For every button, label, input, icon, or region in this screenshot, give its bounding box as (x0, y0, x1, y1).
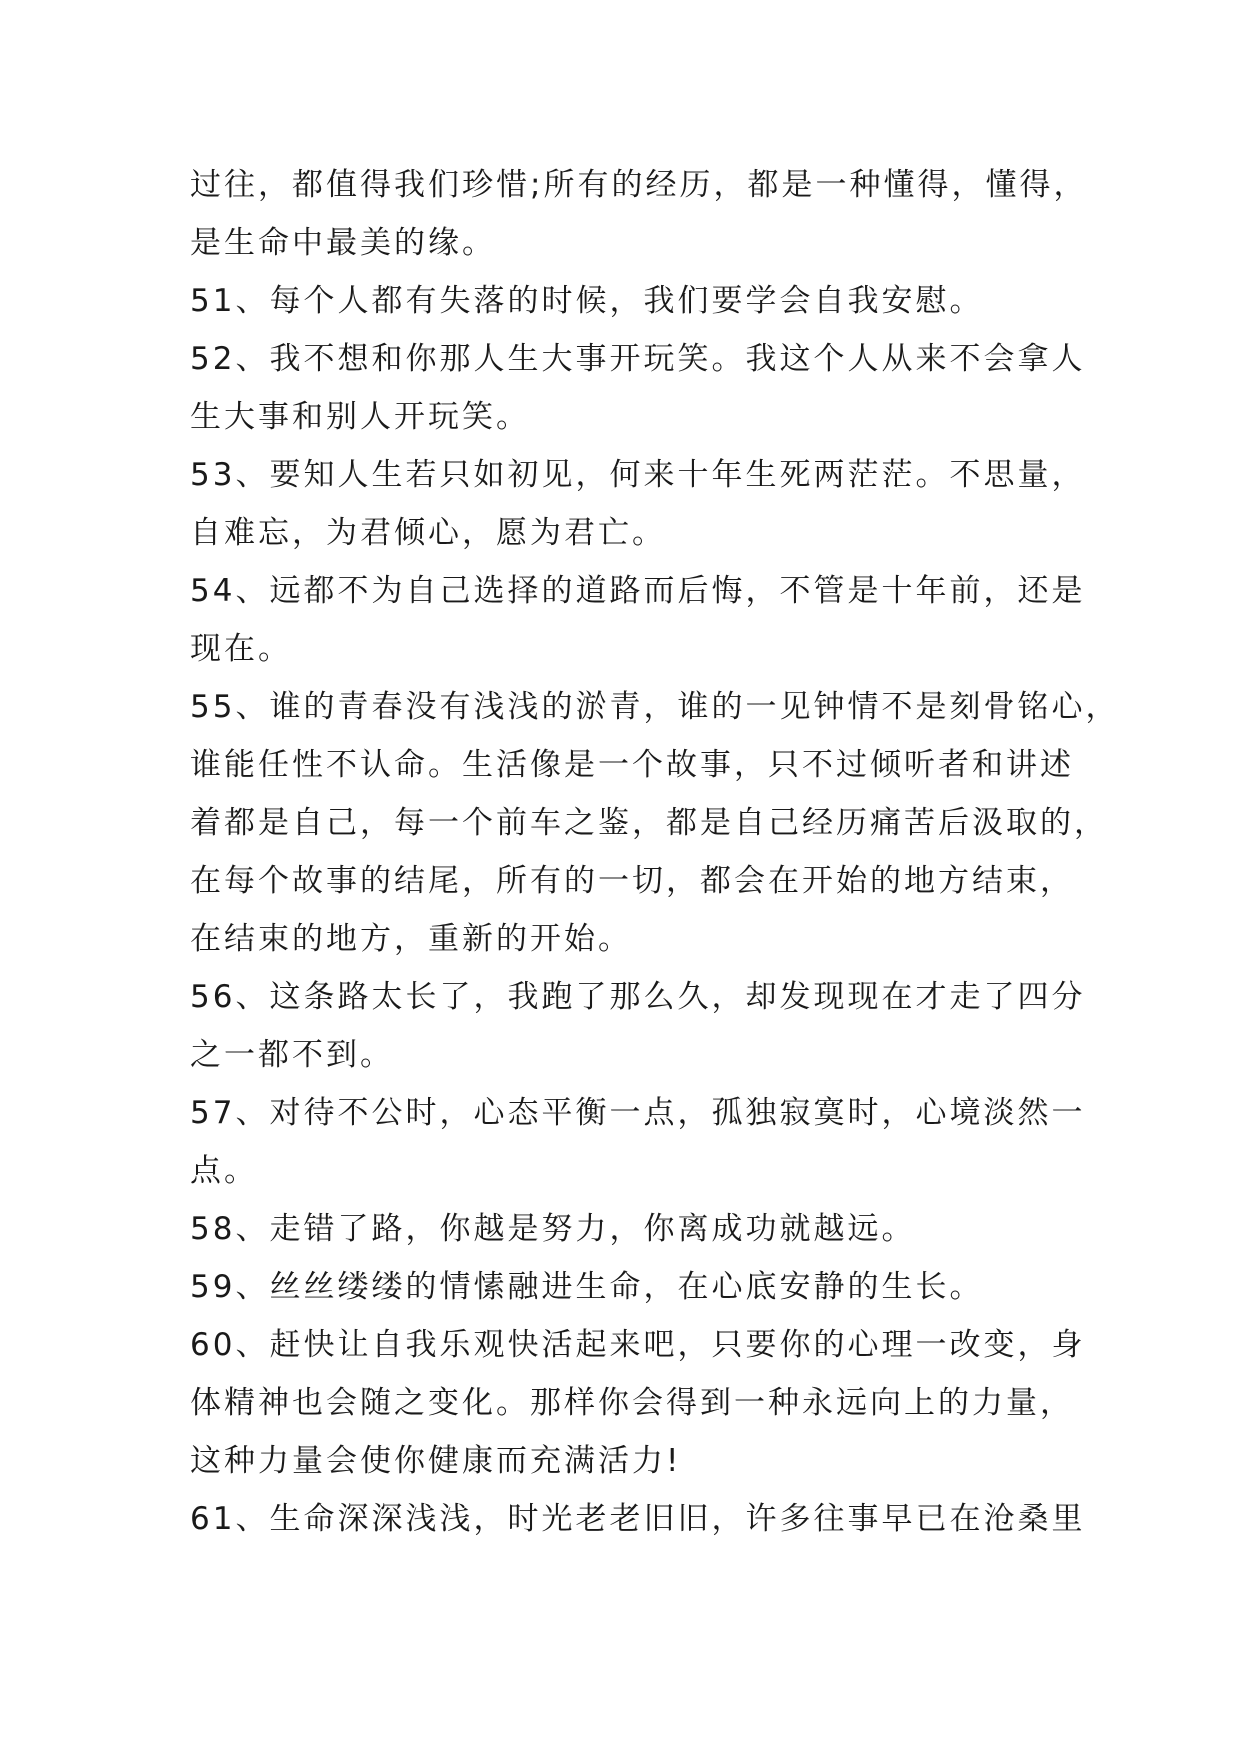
text-line: 在每个故事的结尾，所有的一切，都会在开始的地方结束， (190, 863, 1074, 899)
text-line: 在结束的地方，重新的开始。 (190, 921, 632, 957)
text-line: 着都是自己，每一个前车之鉴，都是自己经历痛苦后汲取的， (190, 805, 1108, 841)
text-line: 54、远都不为自己选择的道路而后悔，不管是十年前，还是 (190, 573, 1086, 609)
text-line: 53、要知人生若只如初见，何来十年生死两茫茫。不思量， (190, 457, 1086, 493)
document-body (190, 156, 1120, 1548)
text-line: 57、对待不公时，心态平衡一点，孤独寂寞时，心境淡然一 (190, 1095, 1086, 1131)
text-line: 60、赶快让自我乐观快活起来吧，只要你的心理一改变，身 (190, 1327, 1086, 1363)
text-line: 这种力量会使你健康而充满活力! (190, 1443, 682, 1479)
text-line: 52、我不想和你那人生大事开玩笑。我这个人从来不会拿人 (190, 341, 1086, 377)
text-line: 过往，都值得我们珍惜;所有的经历，都是一种懂得，懂得， (190, 167, 1088, 203)
text-line: 之一都不到。 (190, 1037, 394, 1073)
text-line: 61、生命深深浅浅，时光老老旧旧，许多往事早已在沧桑里 (190, 1501, 1086, 1537)
text-line: 51、每个人都有失落的时候，我们要学会自我安慰。 (190, 283, 984, 319)
text-line: 是生命中最美的缘。 (190, 225, 496, 261)
text-line: 生大事和别人开玩笑。 (190, 399, 530, 435)
text-line: 56、这条路太长了，我跑了那么久，却发现现在才走了四分 (190, 979, 1086, 1015)
text-line: 59、丝丝缕缕的情愫融进生命，在心底安静的生长。 (190, 1269, 984, 1305)
text-line: 现在。 (190, 631, 292, 667)
text-line: 体精神也会随之变化。那样你会得到一种永远向上的力量， (190, 1385, 1074, 1421)
text-line: 55、谁的青春没有浅浅的淤青，谁的一见钟情不是刻骨铭心， (190, 689, 1120, 725)
text-line: 谁能任性不认命。生活像是一个故事，只不过倾听者和讲述 (190, 747, 1074, 783)
text-line: 58、走错了路，你越是努力，你离成功就越远。 (190, 1211, 916, 1247)
text-line: 自难忘，为君倾心，愿为君亡。 (190, 515, 666, 551)
text-line: 点。 (190, 1153, 258, 1189)
